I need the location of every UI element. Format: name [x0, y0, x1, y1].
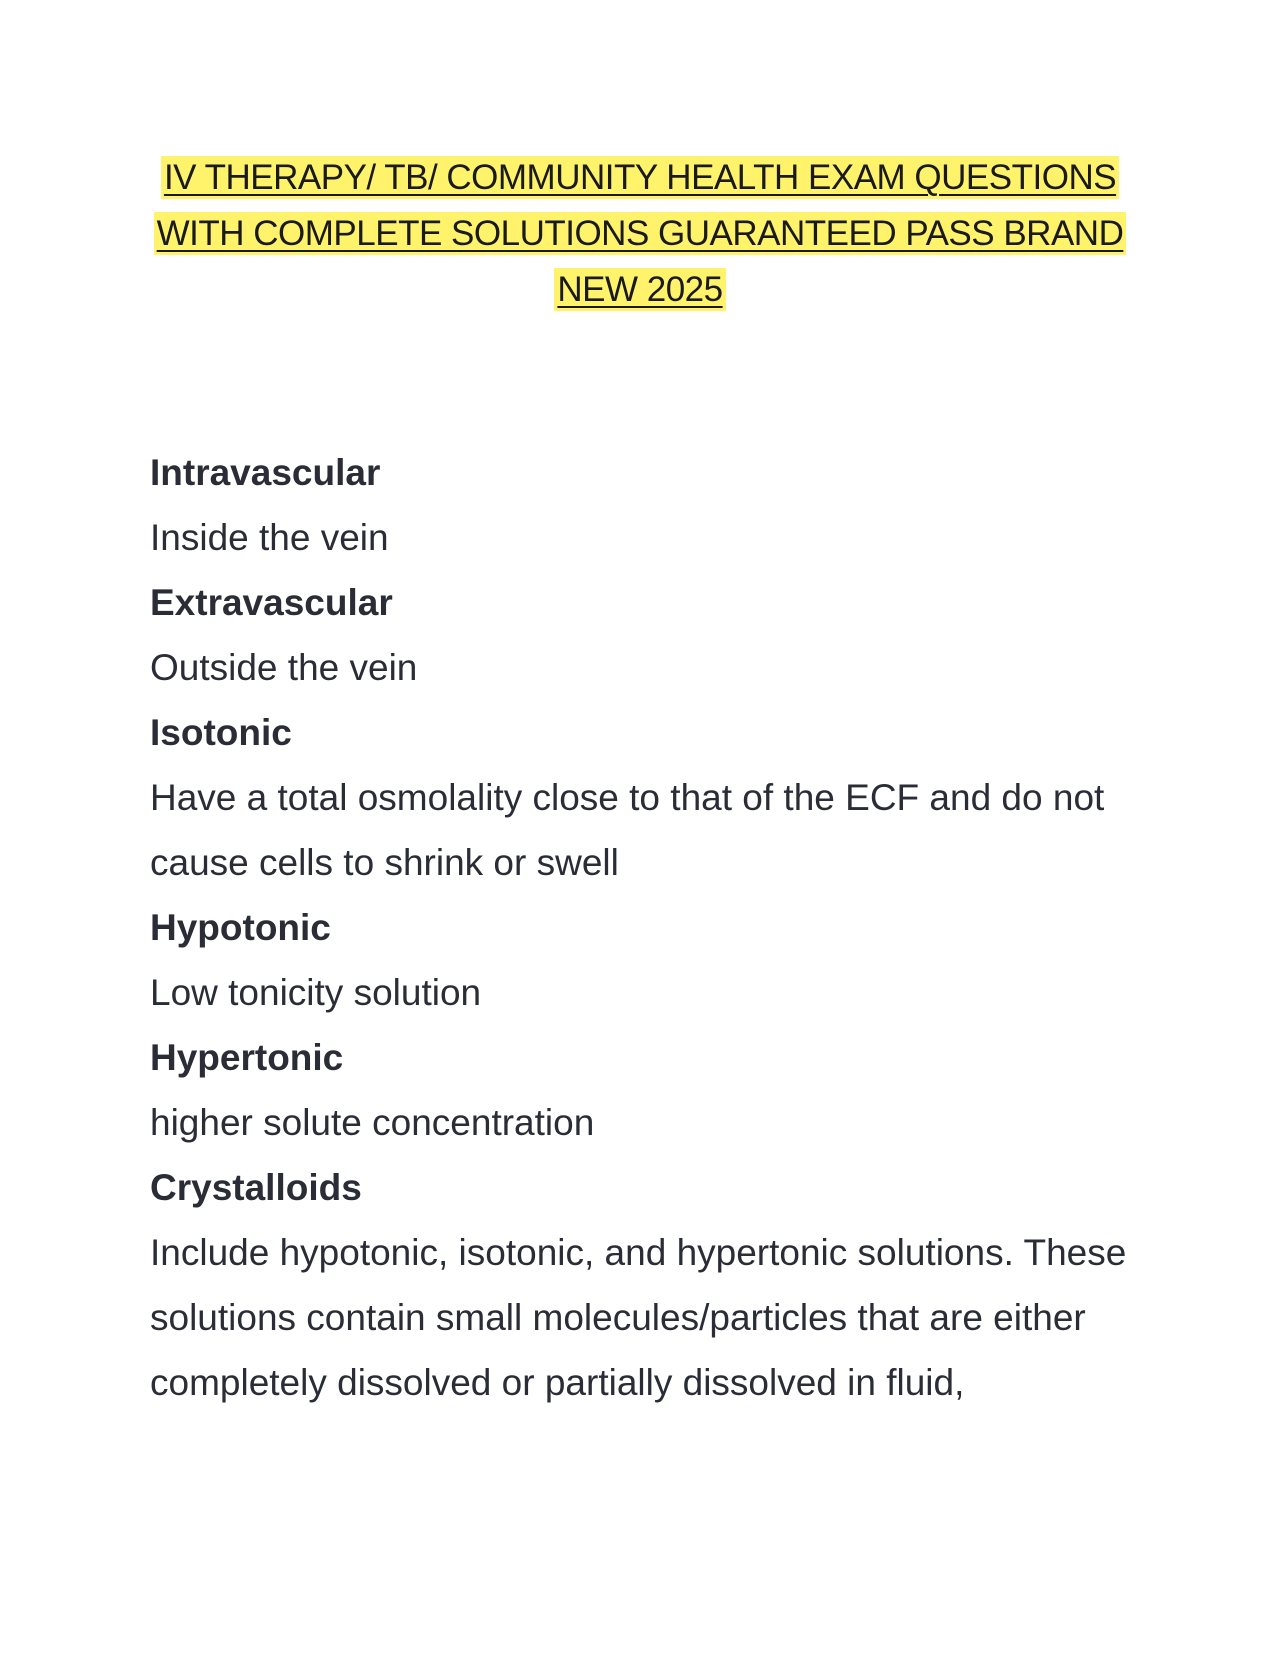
- definition-extravascular: Outside the vein: [150, 647, 418, 688]
- glossary-content: [150, 440, 1150, 1415]
- document-title: [120, 150, 1160, 318]
- title-line-1: IV THERAPY/ TB/ COMMUNITY HEALTH EXAM QUESTIONS: [161, 156, 1119, 199]
- term-crystalloids: Crystalloids: [150, 1167, 362, 1208]
- term-hypertonic: Hypertonic: [150, 1037, 344, 1078]
- term-hypotonic: Hypotonic: [150, 907, 331, 948]
- definition-hypotonic: Low tonicity solution: [150, 972, 482, 1013]
- title-line-2: WITH COMPLETE SOLUTIONS GUARANTEED PASS BRAND: [154, 212, 1127, 255]
- definition-intravascular: Inside the vein: [150, 517, 389, 558]
- definition-hypertonic: higher solute concentration: [150, 1102, 595, 1143]
- definition-crystalloids: Include hypotonic, isotonic, and hypertonic solutions. These solutions contain small molecules/particles that are either completely dissolved or partially dissolved in fluid,: [150, 1232, 1127, 1403]
- definition-isotonic: Have a total osmolality close to that of the ECF and do not cause cells to shrink or swell: [150, 777, 1105, 883]
- title-line-3: NEW 2025: [554, 268, 725, 311]
- term-extravascular: Extravascular: [150, 582, 393, 623]
- term-intravascular: Intravascular: [150, 452, 381, 493]
- term-isotonic: Isotonic: [150, 712, 292, 753]
